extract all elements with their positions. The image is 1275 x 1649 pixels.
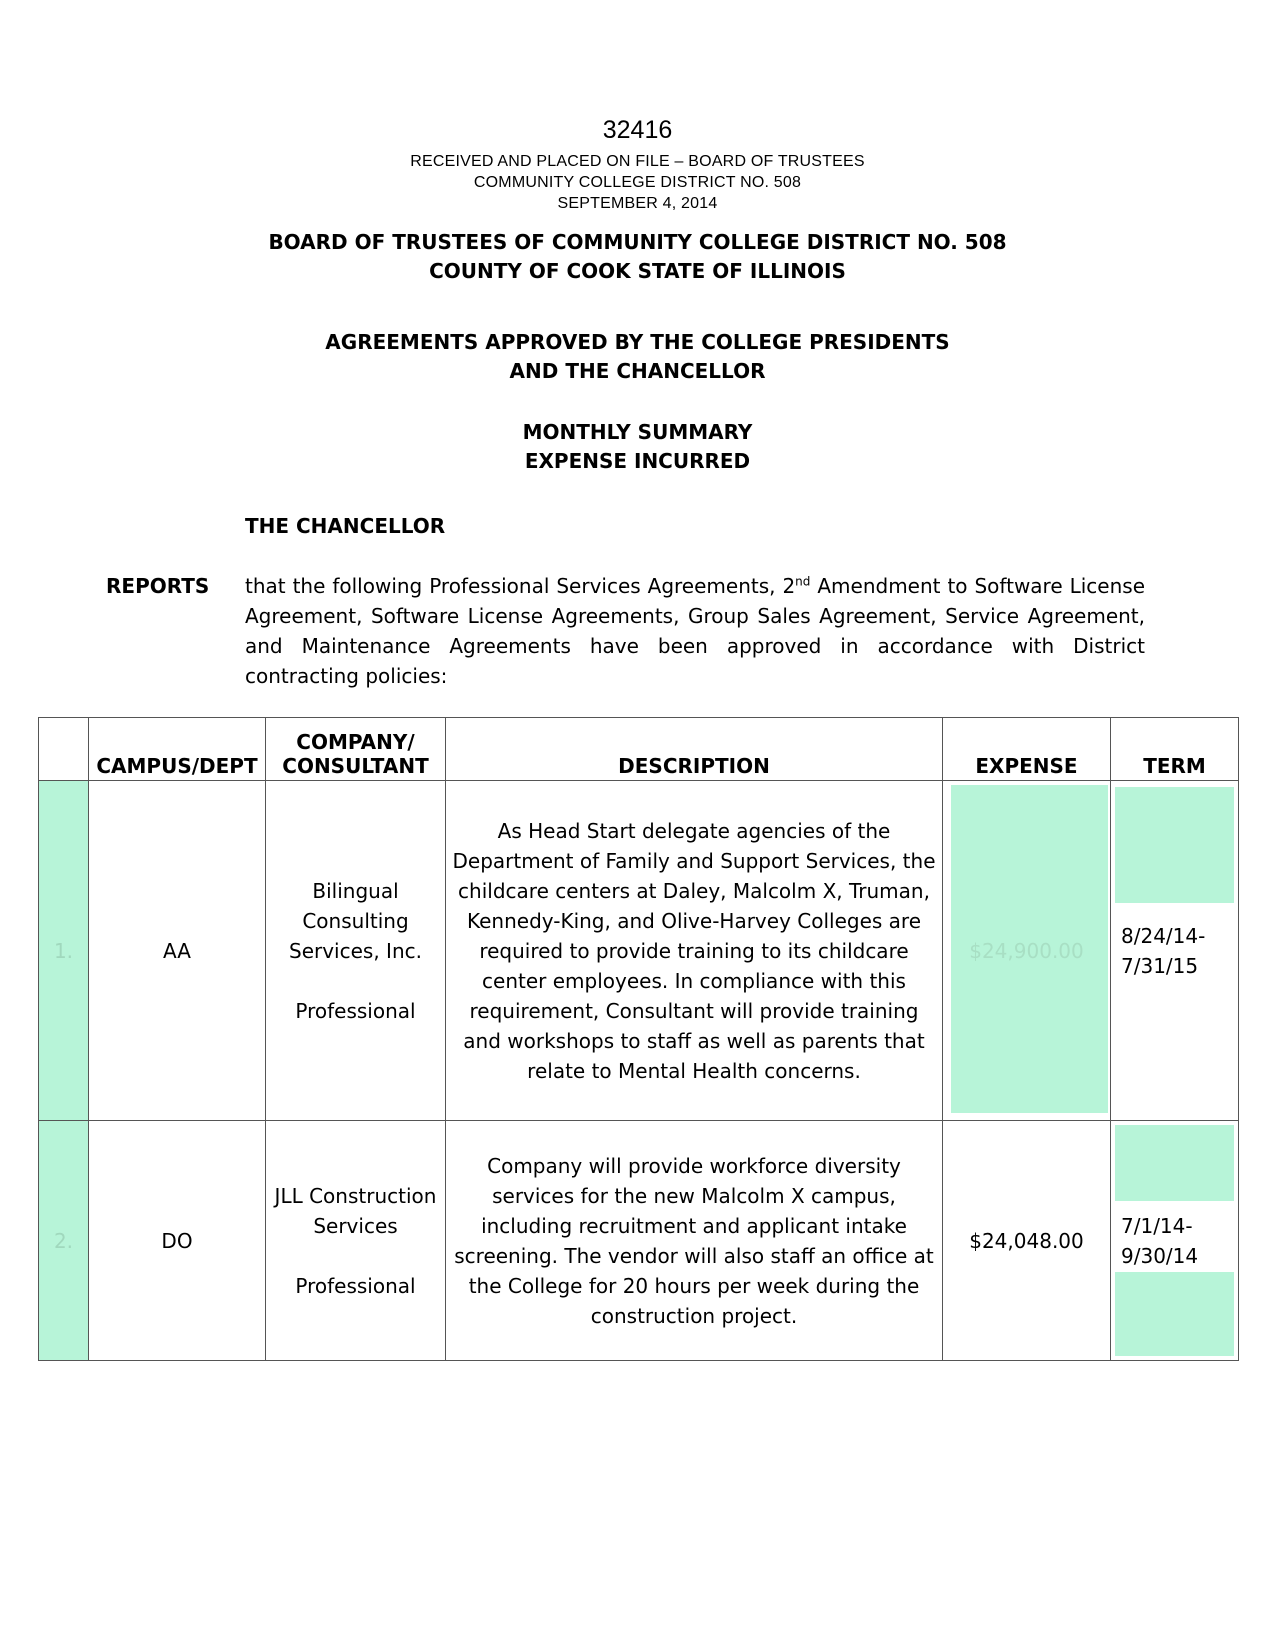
term-start: 8/24/14-: [1121, 923, 1206, 948]
row-number: 1.: [39, 781, 89, 1121]
document-number: 32416: [602, 116, 673, 144]
company-name-line: JLL Construction: [274, 1183, 437, 1208]
ordinal-suffix: nd: [795, 574, 811, 589]
expense-cell: [943, 781, 1111, 1121]
expense-heading: EXPENSE INCURRED: [524, 449, 751, 473]
campus-column-header: CAMPUS/DEPT: [89, 718, 266, 781]
term-value: [1111, 1211, 1238, 1271]
highlight-fill: [1115, 1272, 1234, 1356]
district-stamp-line: COMMUNITY COLLEGE DISTRICT NO. 508: [473, 174, 802, 191]
highlight-fill: [1115, 1125, 1234, 1201]
description-column-header: DESCRIPTION: [446, 718, 943, 781]
chancellor-label: THE CHANCELLOR: [245, 514, 446, 538]
county-heading: COUNTY OF COOK STATE OF ILLINOIS: [429, 259, 846, 283]
company-name-line: Bilingual: [312, 878, 399, 903]
row-number: 2.: [39, 1121, 89, 1361]
description-cell: Company will provide workforce diversity services for the new Malcolm X campus, including recruitment and applicant intake screening. The vendor will also staff an office at the College for 20 hours per week during the construction project.: [446, 1121, 943, 1361]
term-end: 7/31/15: [1121, 953, 1199, 978]
number-column-header: [39, 718, 89, 781]
company-header-line: COMPANY/: [296, 730, 415, 754]
company-name-line: Services: [313, 1213, 398, 1238]
table-row: [39, 1121, 1239, 1361]
term-cell: [1111, 781, 1239, 1121]
table-row: [39, 781, 1239, 1121]
agreements-heading: AGREEMENTS APPROVED BY THE COLLEGE PRESIDENTS: [325, 330, 950, 354]
company-name-line: Consulting: [302, 908, 409, 933]
company-column-header: [266, 718, 446, 781]
reports-label: REPORTS: [106, 574, 210, 598]
reports-text: that the following Professional Services Agreements, 2: [245, 574, 796, 598]
term-end: 9/30/14: [1121, 1243, 1199, 1268]
expense-cell: $24,048.00: [943, 1121, 1111, 1361]
expense-column-header: EXPENSE: [943, 718, 1111, 781]
campus-cell: AA: [89, 781, 266, 1121]
board-heading: BOARD OF TRUSTEES OF COMMUNITY COLLEGE DISTRICT NO. 508: [268, 230, 1007, 254]
reports-text-continued: Amendment to Software License Agreement, Software License Agreements, Group Sales Agreement, Service Agreement, and Maintenance Agreements have been approved in accordance with District contracting policies:: [245, 574, 1145, 688]
company-cell: [266, 1121, 446, 1361]
received-stamp-line: RECEIVED AND PLACED ON FILE – BOARD OF TRUSTEES: [410, 153, 865, 170]
term-column-header: TERM: [1111, 718, 1239, 781]
consultant-header-line: CONSULTANT: [282, 754, 429, 778]
agreements-heading-2: AND THE CHANCELLOR: [509, 359, 766, 383]
date-stamp-line: SEPTEMBER 4, 2014: [557, 195, 718, 212]
term-value: [1111, 921, 1238, 981]
company-name-line: Services, Inc.: [289, 938, 422, 963]
reports-paragraph: [245, 571, 1145, 691]
table-header-row: [39, 718, 1239, 781]
campus-cell: DO: [89, 1121, 266, 1361]
term-cell: [1111, 1121, 1239, 1361]
description-cell: As Head Start delegate agencies of the Department of Family and Support Services, the childcare centers at Daley, Malcolm X, Truman, Kennedy-King, and Olive-Harvey Colleges are required to provide training to its childcare center employees. In compliance with this requirement, Consultant will provide training and workshops to staff as well as parents that relate to Mental Health concerns.: [446, 781, 943, 1121]
expense-value: $24,900.00: [969, 938, 1084, 963]
agreement-type: Professional: [295, 998, 416, 1023]
term-start: 7/1/14-: [1121, 1213, 1193, 1238]
agreements-table: [38, 717, 1239, 1361]
highlight-fill: [1115, 787, 1234, 903]
summary-heading: MONTHLY SUMMARY: [522, 420, 753, 444]
company-cell: [266, 781, 446, 1121]
agreement-type: Professional: [295, 1273, 416, 1298]
